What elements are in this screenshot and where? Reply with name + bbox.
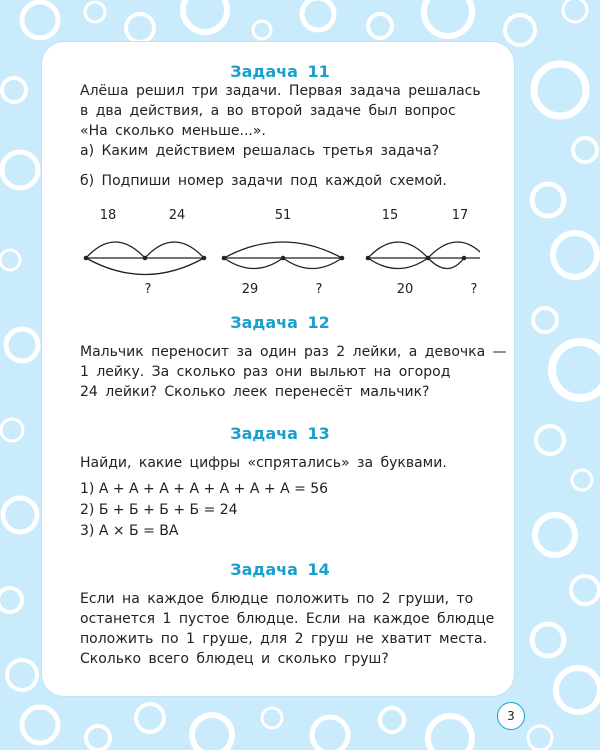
task-14-title: Задача 14 bbox=[230, 560, 330, 579]
task-11-question-a: а) Каким действием решалась третья задача? bbox=[80, 143, 440, 159]
scheme-2-bottom-left: 29 bbox=[241, 282, 259, 297]
scheme-1-top-left: 18 bbox=[99, 208, 117, 223]
task-14-text bbox=[80, 589, 495, 669]
equation-3: 3) А × Б = ВА bbox=[80, 523, 179, 539]
scheme-3-bottom-left: 20 bbox=[396, 282, 414, 297]
task-13-text: Найди, какие цифры «спрятались» за буквами. bbox=[80, 455, 447, 471]
scheme-2 bbox=[224, 242, 342, 269]
scheme-2-bottom-right: ? bbox=[315, 282, 323, 297]
page-number: 3 bbox=[497, 702, 525, 730]
task-11-line-1: Алёша решил три задачи. Первая задача решалась bbox=[80, 83, 481, 99]
segment-schemes bbox=[60, 191, 480, 311]
task-12-title: Задача 12 bbox=[230, 313, 330, 332]
task-11-question-b: б) Подпиши номер задачи под каждой схемой. bbox=[80, 173, 447, 189]
scheme-3-bottom-right: ? bbox=[470, 282, 478, 297]
task-11-line-3: «На сколько меньше...». bbox=[80, 123, 266, 139]
task-11 bbox=[80, 62, 480, 311]
task-14-line-3: положить по 1 груше, для 2 груш не хватит места. bbox=[80, 631, 488, 647]
equation-2: 2) Б + Б + Б + Б = 24 bbox=[80, 502, 238, 518]
task-13 bbox=[80, 424, 480, 542]
task-12-line-1: Мальчик переносит за один раз 2 лейки, а девочка — bbox=[80, 344, 507, 360]
task-11-line-2: в два действия, а во второй задаче был вопрос bbox=[80, 103, 456, 119]
task-14-line-1: Если на каждое блюдце положить по 2 груши, то bbox=[80, 591, 474, 607]
task-13-title: Задача 13 bbox=[230, 424, 330, 443]
task-14-line-4: Сколько всего блюдец и сколько груш? bbox=[80, 651, 389, 667]
task-11-text bbox=[80, 81, 480, 141]
equation-1: 1) А + А + А + А + А + А + А = 56 bbox=[80, 481, 329, 497]
scheme-1-top-right: 24 bbox=[168, 208, 186, 223]
task-12-line-3: 24 лейки? Сколько леек перенесёт мальчик? bbox=[80, 384, 430, 400]
page-content bbox=[80, 58, 507, 669]
task-13-equations bbox=[80, 479, 480, 542]
scheme-3 bbox=[368, 242, 480, 269]
task-12-text bbox=[80, 342, 507, 402]
task-12-line-2: 1 лейку. За сколько раз они выльют на огород bbox=[80, 364, 451, 380]
scheme-3-top-left: 15 bbox=[381, 208, 399, 223]
task-11-title: Задача 11 bbox=[230, 62, 330, 81]
scheme-3-top-right: 17 bbox=[451, 208, 469, 223]
task-12 bbox=[80, 313, 507, 402]
task-14 bbox=[80, 560, 495, 669]
scheme-1-bottom: ? bbox=[144, 282, 152, 297]
scheme-2-top: 51 bbox=[274, 208, 292, 223]
task-14-line-2: останется 1 пустое блюдце. Если на каждое блюдце bbox=[80, 611, 495, 627]
